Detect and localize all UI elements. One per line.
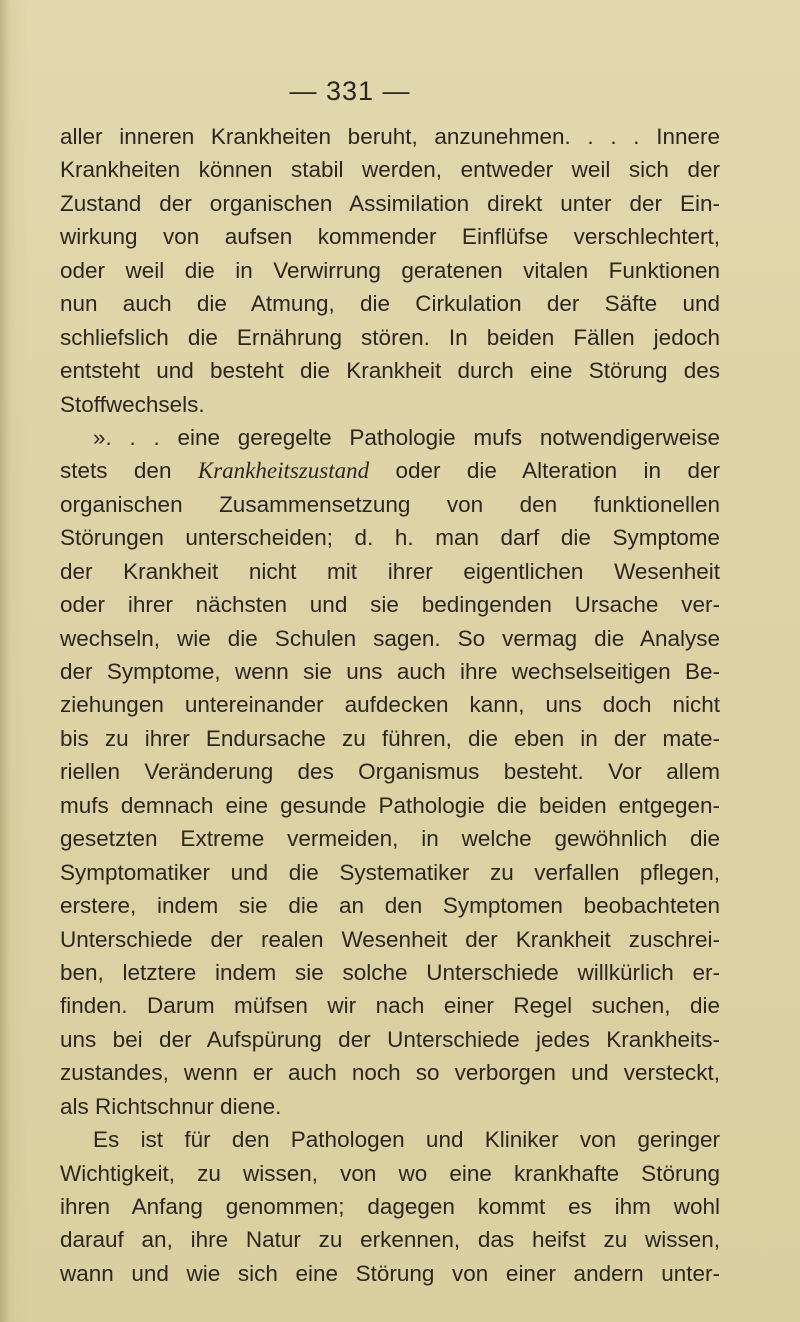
- text-line: Zustand der organischen Assimilation direkt unter der Ein-: [60, 190, 720, 216]
- text-line: ziehungen untereinander aufdecken kann, uns doch nicht: [60, 692, 720, 718]
- text-line-with-emphasis: [60, 454, 720, 487]
- text-line: Störungen unterscheiden; d. h. man darf die Symptome: [60, 525, 720, 551]
- text-line: oder ihrer nächsten und sie bedingenden Ursache ver-: [60, 592, 720, 618]
- paragraph-end-line: Stoffwechsels.: [60, 391, 205, 417]
- text-line: wirkung von aufsen kommender Einflüfse verschlechtert,: [60, 224, 720, 250]
- text-line: der Krankheit nicht mit ihrer eigentlichen Wesenheit: [60, 558, 720, 584]
- text-line: aller inneren Krankheiten beruht, anzunehmen. . . . Innere: [60, 124, 720, 149]
- text-line: finden. Darum müfsen wir nach einer Regel suchen, die: [60, 993, 720, 1019]
- text-line: wechseln, wie die Schulen sagen. So vermag die Analyse: [60, 625, 720, 651]
- text-line: uns bei der Aufspürung der Unterschiede jedes Krankheits-: [60, 1026, 720, 1052]
- line-text-after: oder die Alteration in der: [369, 458, 720, 484]
- emphasized-term: Krankheitszustand: [197, 458, 370, 484]
- text-line: entsteht und besteht die Krankheit durch eine Störung des: [60, 358, 720, 384]
- page-number: — 331 —: [289, 76, 411, 106]
- quote-start-line: ». . . eine geregelte Pathologie mufs notwendigerweise: [93, 424, 720, 450]
- text-line: darauf an, ihre Natur zu erkennen, das heifst zu wissen,: [60, 1227, 720, 1253]
- text-line: Symptomatiker und die Systematiker zu verfallen pflegen,: [60, 859, 720, 885]
- text-line: schliefslich die Ernährung stören. In beiden Fällen jedoch: [60, 324, 720, 350]
- paragraph-end-line: als Richtschnur diene.: [60, 1093, 282, 1119]
- text-line: Wichtigkeit, zu wissen, von wo eine krankhafte Störung: [60, 1160, 720, 1186]
- text-line: der Symptome, wenn sie uns auch ihre wechselseitigen Be-: [60, 659, 720, 684]
- text-line: zustandes, wenn er auch noch so verborgen und versteckt,: [60, 1060, 720, 1086]
- text-line: oder weil die in Verwirrung geratenen vitalen Funktionen: [60, 257, 720, 283]
- text-line: mufs demnach eine gesunde Pathologie die beiden entgegen-: [60, 792, 720, 818]
- text-line: gesetzten Extreme vermeiden, in welche gewöhnlich die: [60, 826, 720, 852]
- text-line: organischen Zusammensetzung von den funktionellen: [60, 491, 720, 517]
- text-line: riellen Veränderung des Organismus besteht. Vor allem: [60, 759, 720, 785]
- line-text-before: stets den: [60, 458, 198, 484]
- text-line: Unterschiede der realen Wesenheit der Krankheit zuschrei-: [60, 926, 720, 952]
- text-line: erstere, indem sie die an den Symptomen beobachteten: [60, 893, 720, 919]
- text-line: ben, letztere indem sie solche Unterschiede willkürlich er-: [60, 959, 720, 985]
- body-text: [60, 120, 720, 1290]
- paragraph-start-line: Es ist für den Pathologen und Kliniker von geringer: [93, 1127, 720, 1153]
- text-line: nun auch die Atmung, die Cirkulation der Säfte und: [60, 291, 720, 317]
- text-line: wann und wie sich eine Störung von einer andern unter-: [60, 1260, 720, 1286]
- text-line: Krankheiten können stabil werden, entweder weil sich der: [60, 157, 720, 183]
- text-line: ihren Anfang genommen; dagegen kommt es ihm wohl: [60, 1194, 720, 1219]
- text-line: bis zu ihrer Endursache zu führen, die eben in der mate-: [60, 725, 720, 751]
